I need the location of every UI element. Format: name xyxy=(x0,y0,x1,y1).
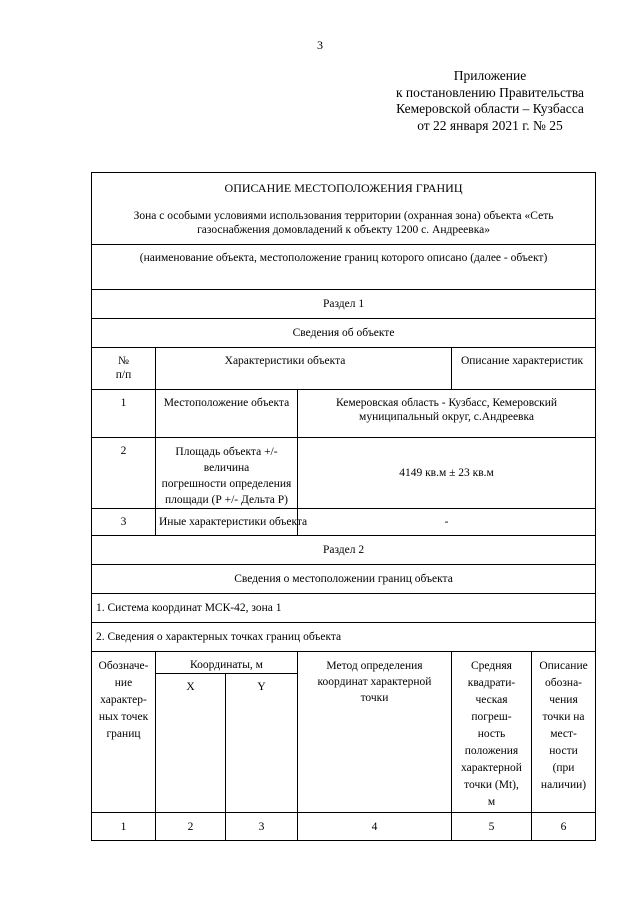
designation-line: Обозначе- xyxy=(98,660,149,672)
designation-line: ных точек xyxy=(98,711,149,723)
col-characteristic-header: Характеристики объекта xyxy=(156,348,452,390)
row-characteristic: Иные характеристики объекта xyxy=(156,509,298,536)
col-description-header: Описание характеристик xyxy=(452,348,596,390)
boundary-description-table xyxy=(91,172,596,841)
row-characteristic: Местоположение объекта xyxy=(156,390,298,438)
error-line: Средняя xyxy=(471,660,512,672)
section2-title: Раздел 2 xyxy=(92,536,596,565)
appendix-line: к постановлению Правительства xyxy=(395,84,585,100)
point-desc-line: ности xyxy=(549,745,578,757)
col-x-header: X xyxy=(156,674,226,813)
object-note: (наименование объекта, местоположение границ которого описано (далее - объект) xyxy=(92,245,596,290)
method-line: Метод определения xyxy=(326,660,423,672)
designation-line: ние xyxy=(114,677,133,689)
row-num: 1 xyxy=(92,390,156,438)
error-line: точки (Mt), xyxy=(464,779,519,791)
section1-title: Раздел 1 xyxy=(92,290,596,319)
point-desc-line: точки на xyxy=(542,711,585,723)
description-line: Кемеровская область - Кузбасс, Кемеровский xyxy=(335,397,558,409)
col-y-header: Y xyxy=(226,674,298,813)
document-title: ОПИСАНИЕ МЕСТОПОЛОЖЕНИЯ ГРАНИЦ xyxy=(224,180,463,195)
point-desc-line: обозна- xyxy=(545,677,583,689)
error-line: ность xyxy=(477,728,506,740)
error-line: квадрати- xyxy=(467,677,516,689)
col-designation-header xyxy=(92,652,156,813)
column-number: 4 xyxy=(298,813,452,841)
row-num: 3 xyxy=(92,509,156,536)
column-number: 3 xyxy=(226,813,298,841)
col-point-desc-header xyxy=(532,652,596,813)
error-line: м xyxy=(487,796,496,808)
col-method-header xyxy=(298,652,452,813)
row-num: 2 xyxy=(92,438,156,509)
description-line: муниципальный округ, с.Андреевка xyxy=(359,411,534,423)
appendix-line: Кемеровской области – Кузбасса xyxy=(396,101,584,116)
zone-line: Зона с особыми условиями использования территории (охранная зона) объекта «Сеть xyxy=(133,209,554,222)
appendix-line: Приложение xyxy=(453,68,527,83)
error-line: погреш- xyxy=(471,711,512,723)
coord-system: 1. Система координат МСК-42, зона 1 xyxy=(92,594,596,623)
point-desc-line: наличии) xyxy=(540,779,587,791)
col-num-line: п/п xyxy=(115,369,132,381)
appendix-block xyxy=(360,68,620,134)
method-line: точки xyxy=(360,692,389,704)
column-number: 6 xyxy=(532,813,596,841)
section1-subtitle: Сведения об объекте xyxy=(92,319,596,348)
row-characteristic xyxy=(156,438,298,509)
designation-line: характер- xyxy=(100,694,147,706)
section2-subtitle: Сведения о местоположении границ объекта xyxy=(92,565,596,594)
points-title: 2. Сведения о характерных точках границ объекта xyxy=(92,623,596,652)
appendix-line: от 22 января 2021 г. № 25 xyxy=(417,117,563,133)
error-line: положения xyxy=(464,745,519,757)
column-number: 1 xyxy=(92,813,156,841)
row-description: 4149 кв.м ± 23 кв.м xyxy=(298,438,596,509)
method-line: координат характерной xyxy=(317,676,432,688)
designation-line: границ xyxy=(106,728,141,740)
characteristic-line: погрешности определения xyxy=(161,478,292,490)
characteristic-line: Площадь объекта +/- величина xyxy=(175,446,278,474)
header-cell xyxy=(92,173,596,245)
point-desc-line: (при xyxy=(552,762,575,774)
col-num-header xyxy=(92,348,156,390)
point-desc-line: чения xyxy=(549,694,578,706)
point-desc-line: мест- xyxy=(550,728,577,740)
row-description xyxy=(298,390,596,438)
page-number: 3 xyxy=(317,38,323,52)
error-line: ческая xyxy=(475,694,508,706)
col-error-header xyxy=(452,652,532,813)
error-line: характерной xyxy=(461,762,522,774)
characteristic-line: площади (Р +/- Дельта Р) xyxy=(165,494,288,506)
point-desc-line: Описание xyxy=(539,660,588,672)
row-description: - xyxy=(298,509,596,536)
column-number: 2 xyxy=(156,813,226,841)
col-num-line: № xyxy=(118,355,129,367)
zone-line: газоснабжения домовладений к объекту 1200 с. Андреевка» xyxy=(197,223,490,236)
column-number: 5 xyxy=(452,813,532,841)
col-coordinates-header: Координаты, м xyxy=(156,652,298,674)
